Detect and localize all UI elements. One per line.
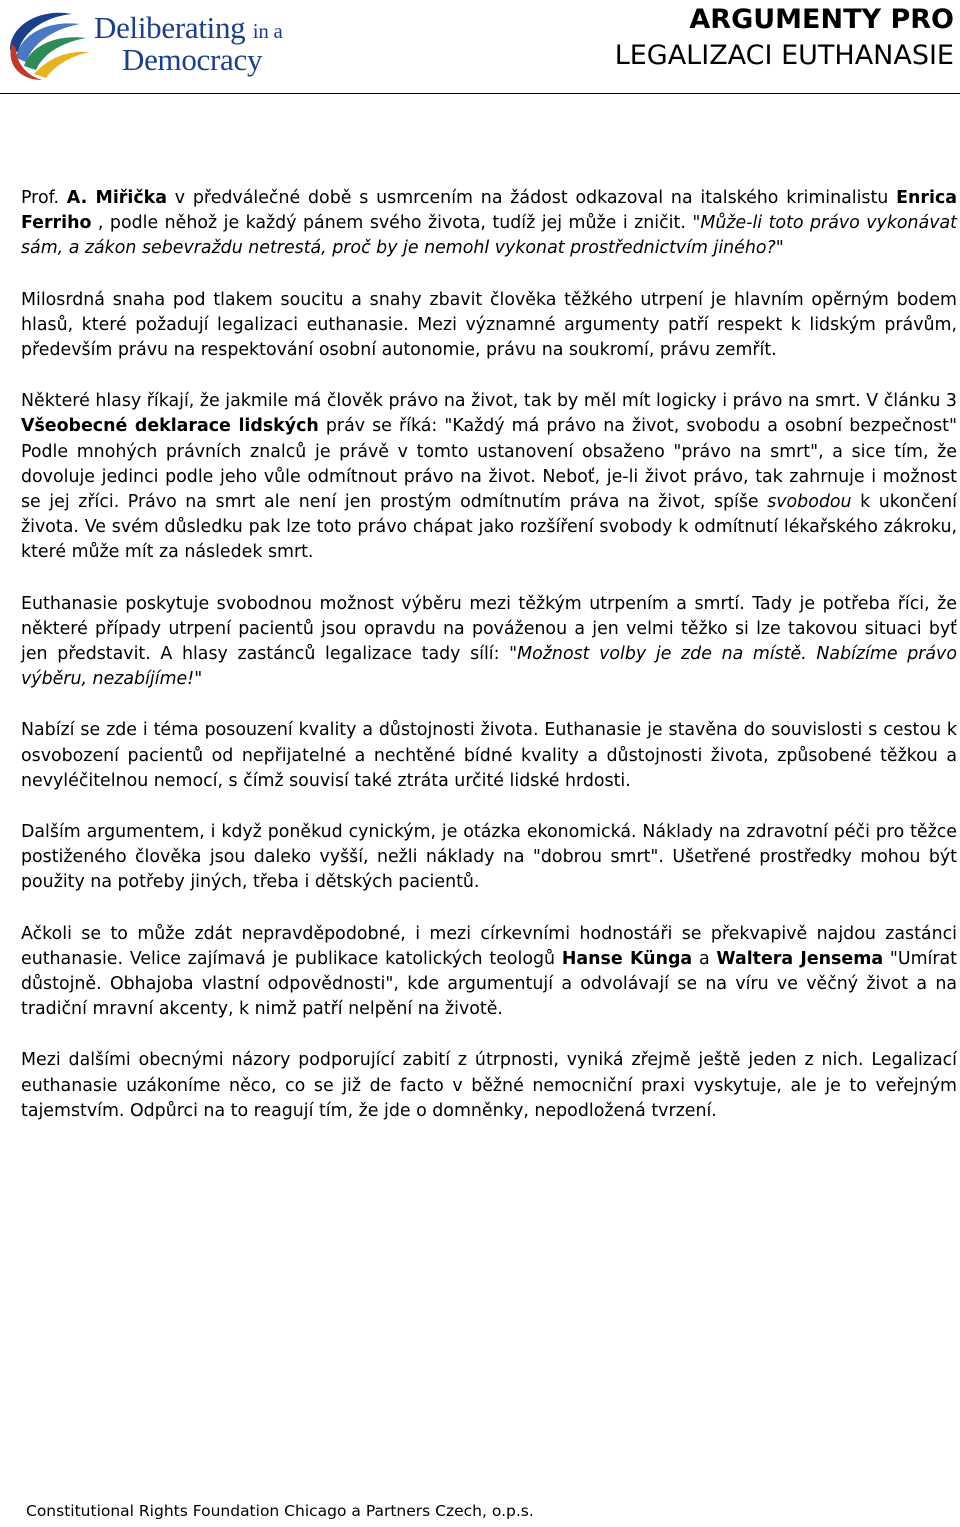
body-paragraph	[21, 922, 957, 1023]
bold-text: Waltera Jensema	[716, 948, 884, 969]
text-run: Dalším argumentem, i když poněkud cynickým, je otázka ekonomická. Náklady na zdravotní péči pro těžce postiženého člověka jsou daleko vyšší, nežli náklady na "dobrou smrt". Ušetřené prostředky mohou být použity na potřeby jiných, třeba i dětských pacientů.	[21, 822, 957, 893]
body-paragraph	[21, 718, 957, 794]
document-title-line1: ARGUMENTY PRO	[689, 4, 954, 35]
page-header	[0, 0, 960, 95]
italic-text: "Možnost volby je zde na místě. Nabízíme právo výběru, nezabíjíme!"	[21, 644, 957, 690]
body-paragraph	[21, 389, 957, 565]
bold-text: Všeobecné deklarace lidských	[21, 416, 319, 437]
body-paragraph	[21, 592, 957, 693]
page-footer: Constitutional Rights Foundation Chicago a Partners Czech, o.p.s.	[26, 1502, 534, 1520]
document-title-line2: LEGALIZACI EUTHANASIE	[614, 40, 954, 71]
text-run: k ukončení života. Ve svém důsledku pak lze toto právo chápat jako rozšíření svobody k odmítnutí lékařského zákroku, které může mít za následek smrt.	[21, 492, 957, 563]
body-paragraph	[21, 186, 957, 262]
text-run: Euthanasie poskytuje svobodnou možnost výběru mezi těžkým utrpením a smrtí. Tady je potřeba říci, že některé případy utrpení pacientů jsou opravdu na pováženou a jen velmi těžko si lze takovou situaci byť jen představit. A hlasy zastánců legalizace tady sílí:	[21, 593, 957, 665]
text-run: a	[692, 948, 717, 969]
bold-text: A. Miřička	[66, 188, 167, 208]
logo-text-democracy: Democracy	[122, 42, 263, 77]
globe-icon	[2, 4, 94, 84]
document-body	[21, 186, 957, 1150]
body-paragraph	[21, 820, 957, 896]
text-run: "Umírat důstojně. Obhajoba vlastní odpovědnosti", kde argumentují a odvolávají se na víru ve věčný život a na tradiční mravní akcenty, k nimž patří nelpění na životě.	[21, 948, 957, 1020]
bold-text: Hanse Künga	[561, 948, 693, 969]
header-divider	[0, 93, 960, 94]
text-run: Prof.	[21, 188, 67, 208]
deliberating-in-a-democracy-logo	[2, 4, 292, 84]
text-run: , podle něhož je každý pánem svého života, tudíž jej může i zničit.	[91, 213, 693, 234]
text-run: Některé hlasy říkají, že jakmile má člověk právo na život, tak by měl mít logicky i právo na smrt. V článku 3	[21, 391, 957, 412]
text-run: Nabízí se zde i téma posouzení kvality a důstojnosti života. Euthanasie je stavěna do souvislosti s cestou k osvobození pacientů od nepřijatelné a nechtěné bídné kvality a důstojnosti života, způsobené těžkou a nevyléčitelnou nemocí, s čímž souvisí také ztráta určité lidské hrdosti.	[21, 720, 957, 791]
logo-text-deliberating: Deliberating	[94, 10, 246, 45]
text-run: práv se říká: "Každý má právo na život, svobodu a osobní bezpečnost" Podle mnohých právních znalců je právě v tomto ustanovení obsaženo "právo na smrt", a sice tím, že dovoluje jedinci podle jeho vůle odmítnout právo na život. Neboť, je-li život právo, tak zahrnuje i možnost se jej zříci. Právo na smrt ale není jen prostým odmítnutím práva na život, spíše	[21, 416, 957, 513]
text-run: Milosrdná snaha pod tlakem soucitu a snahy zbavit člověka těžkého utrpení je hlavním opěrným bodem hlasů, které požadují legalizaci euthanasie. Mezi významné argumenty patří respekt k lidským právům, především právu na respektování osobní autonomie, právu na soukromí, právu zemřít.	[21, 289, 957, 361]
logo-text-in-a: in a	[252, 19, 283, 43]
body-paragraph	[21, 288, 957, 364]
text-run: Ačkoli se to může zdát nepravděpodobné, i mezi církevními hodnostáři se překvapivě najdou zastánci euthanasie. Velice zajímavá je publikace katolických teologů	[21, 923, 957, 969]
body-paragraph	[21, 1048, 957, 1124]
italic-text: svobodou	[767, 492, 852, 513]
italic-text: "Může-li toto právo vykonávat sám, a zákon sebevraždu netrestá, proč by je nemohl vykonat prostřednictvím jiného?"	[21, 213, 958, 259]
text-run: v předválečné době s usmrcením na žádost odkazoval na italského kriminalistu	[166, 188, 897, 208]
bold-text: Enrica Ferriho	[21, 188, 957, 234]
text-run: Mezi dalšími obecnými názory podporující zabití z útrpnosti, vyniká zřejmě ještě jeden z nich. Legalizací euthanasie uzákoníme něco, co se již de facto v běžné nemocniční praxi vyskytuje, ale je to veřejným tajemstvím. Odpůrci na to reagují tím, že jde o domněnky, nepodložená tvrzení.	[21, 1050, 957, 1121]
